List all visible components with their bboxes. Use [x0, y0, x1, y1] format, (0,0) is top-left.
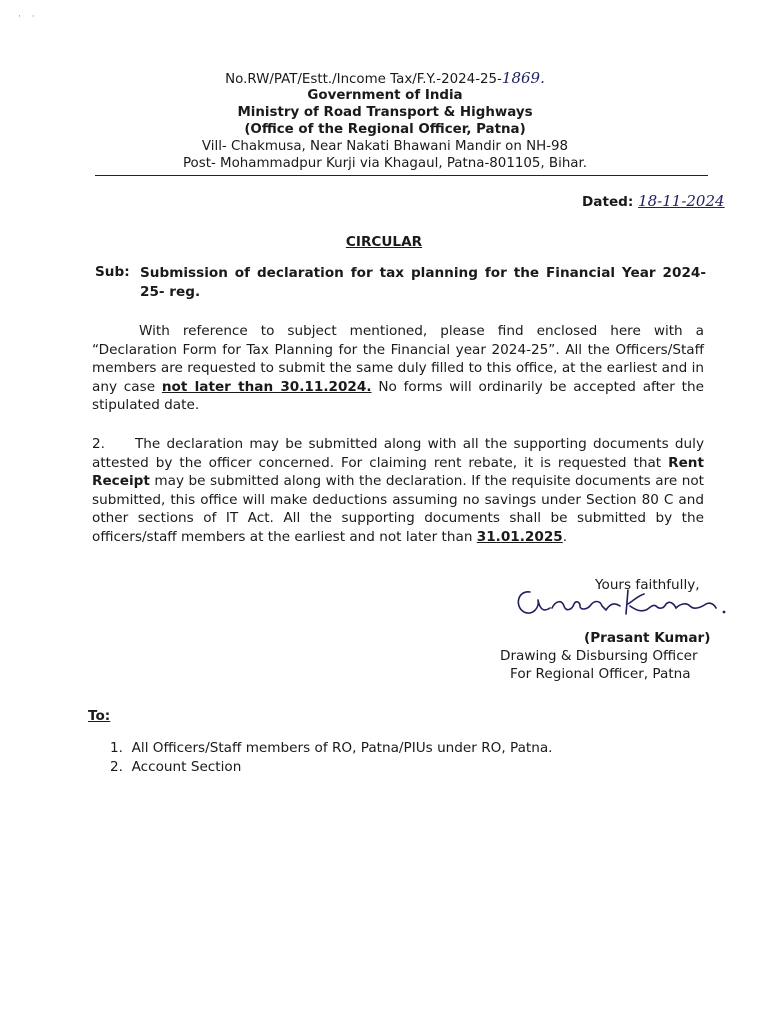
- paragraph-2-text: The declaration may be submitted along with all the supporting documents duly attested by the officer concerned. For claiming rent rebate, it is requested that: [92, 436, 704, 471]
- deadline-documents: 31.01.2025: [476, 528, 563, 545]
- scan-marks: · ·: [18, 12, 39, 22]
- distribution-item: 1. All Officers/Staff members of RO, Patna/PIUs under RO, Patna.: [110, 740, 553, 756]
- distribution-label: To:: [88, 708, 111, 724]
- date-line: [582, 192, 725, 210]
- address-line-2: Post- Mohammadpur Kurji via Khagaul, Patna-801105, Bihar.: [182, 156, 588, 171]
- paragraph-1: [92, 322, 704, 415]
- paragraph-2-number: 2.: [92, 436, 105, 452]
- ministry-line: Ministry of Road Transport & Highways: [237, 105, 533, 120]
- header-divider: [95, 175, 708, 176]
- paragraph-2: [92, 435, 704, 546]
- circular-title: CIRCULAR: [345, 234, 423, 250]
- reference-number-printed: No.RW/PAT/Estt./Income Tax/F.Y.-2024-25-: [225, 72, 502, 87]
- address-line-1: Vill- Chakmusa, Near Nakati Bhawani Mandir on NH-98: [201, 139, 569, 154]
- signatory-for-line: For Regional Officer, Patna: [510, 666, 691, 682]
- closing-line: Yours faithfully,: [595, 577, 700, 593]
- paragraph-2-text-middle: may be submitted along with the declaration. If the requisite documents are not submitted, this office will make deductions assuming no savings under Section 80 C and other sections of IT Act. All the supporting documents shall be submitted by the officers/staff members at the earliest and not later than: [92, 473, 704, 545]
- reference-number: [150, 70, 620, 88]
- office-line: (Office of the Regional Officer, Patna): [244, 122, 526, 137]
- deadline-declaration: not later than 30.11.2024.: [161, 378, 372, 395]
- date-label: Dated:: [582, 194, 634, 210]
- paragraph-2-text-end: .: [562, 528, 568, 545]
- paragraph-1-text-end: No forms will ordinarily be accepted after the stipulated date.: [92, 378, 704, 413]
- signatory-name: (Prasant Kumar): [584, 630, 711, 646]
- date-value-handwritten: 18-11-2024: [638, 192, 725, 210]
- handwritten-signature: [510, 570, 735, 630]
- distribution-item: 2. Account Section: [110, 759, 242, 775]
- paragraph-1-text: With reference to subject mentioned, please find enclosed here with a “Declaration Form for Tax Planning for the Financial year 2024-25”. All the Officers/Staff members are requested to submit the same duly filled to this office, at the earliest and in any case: [92, 323, 704, 395]
- subject-text: Submission of declaration for tax planning for the Financial Year 2024-25- reg.: [140, 265, 706, 300]
- reference-number-handwritten: 1869.: [501, 69, 545, 87]
- rent-receipt-emphasis: Rent Receipt: [92, 454, 704, 489]
- signatory-designation: Drawing & Disbursing Officer: [500, 648, 698, 664]
- government-line: Government of India: [307, 88, 463, 103]
- subject-label: Sub:: [95, 264, 130, 280]
